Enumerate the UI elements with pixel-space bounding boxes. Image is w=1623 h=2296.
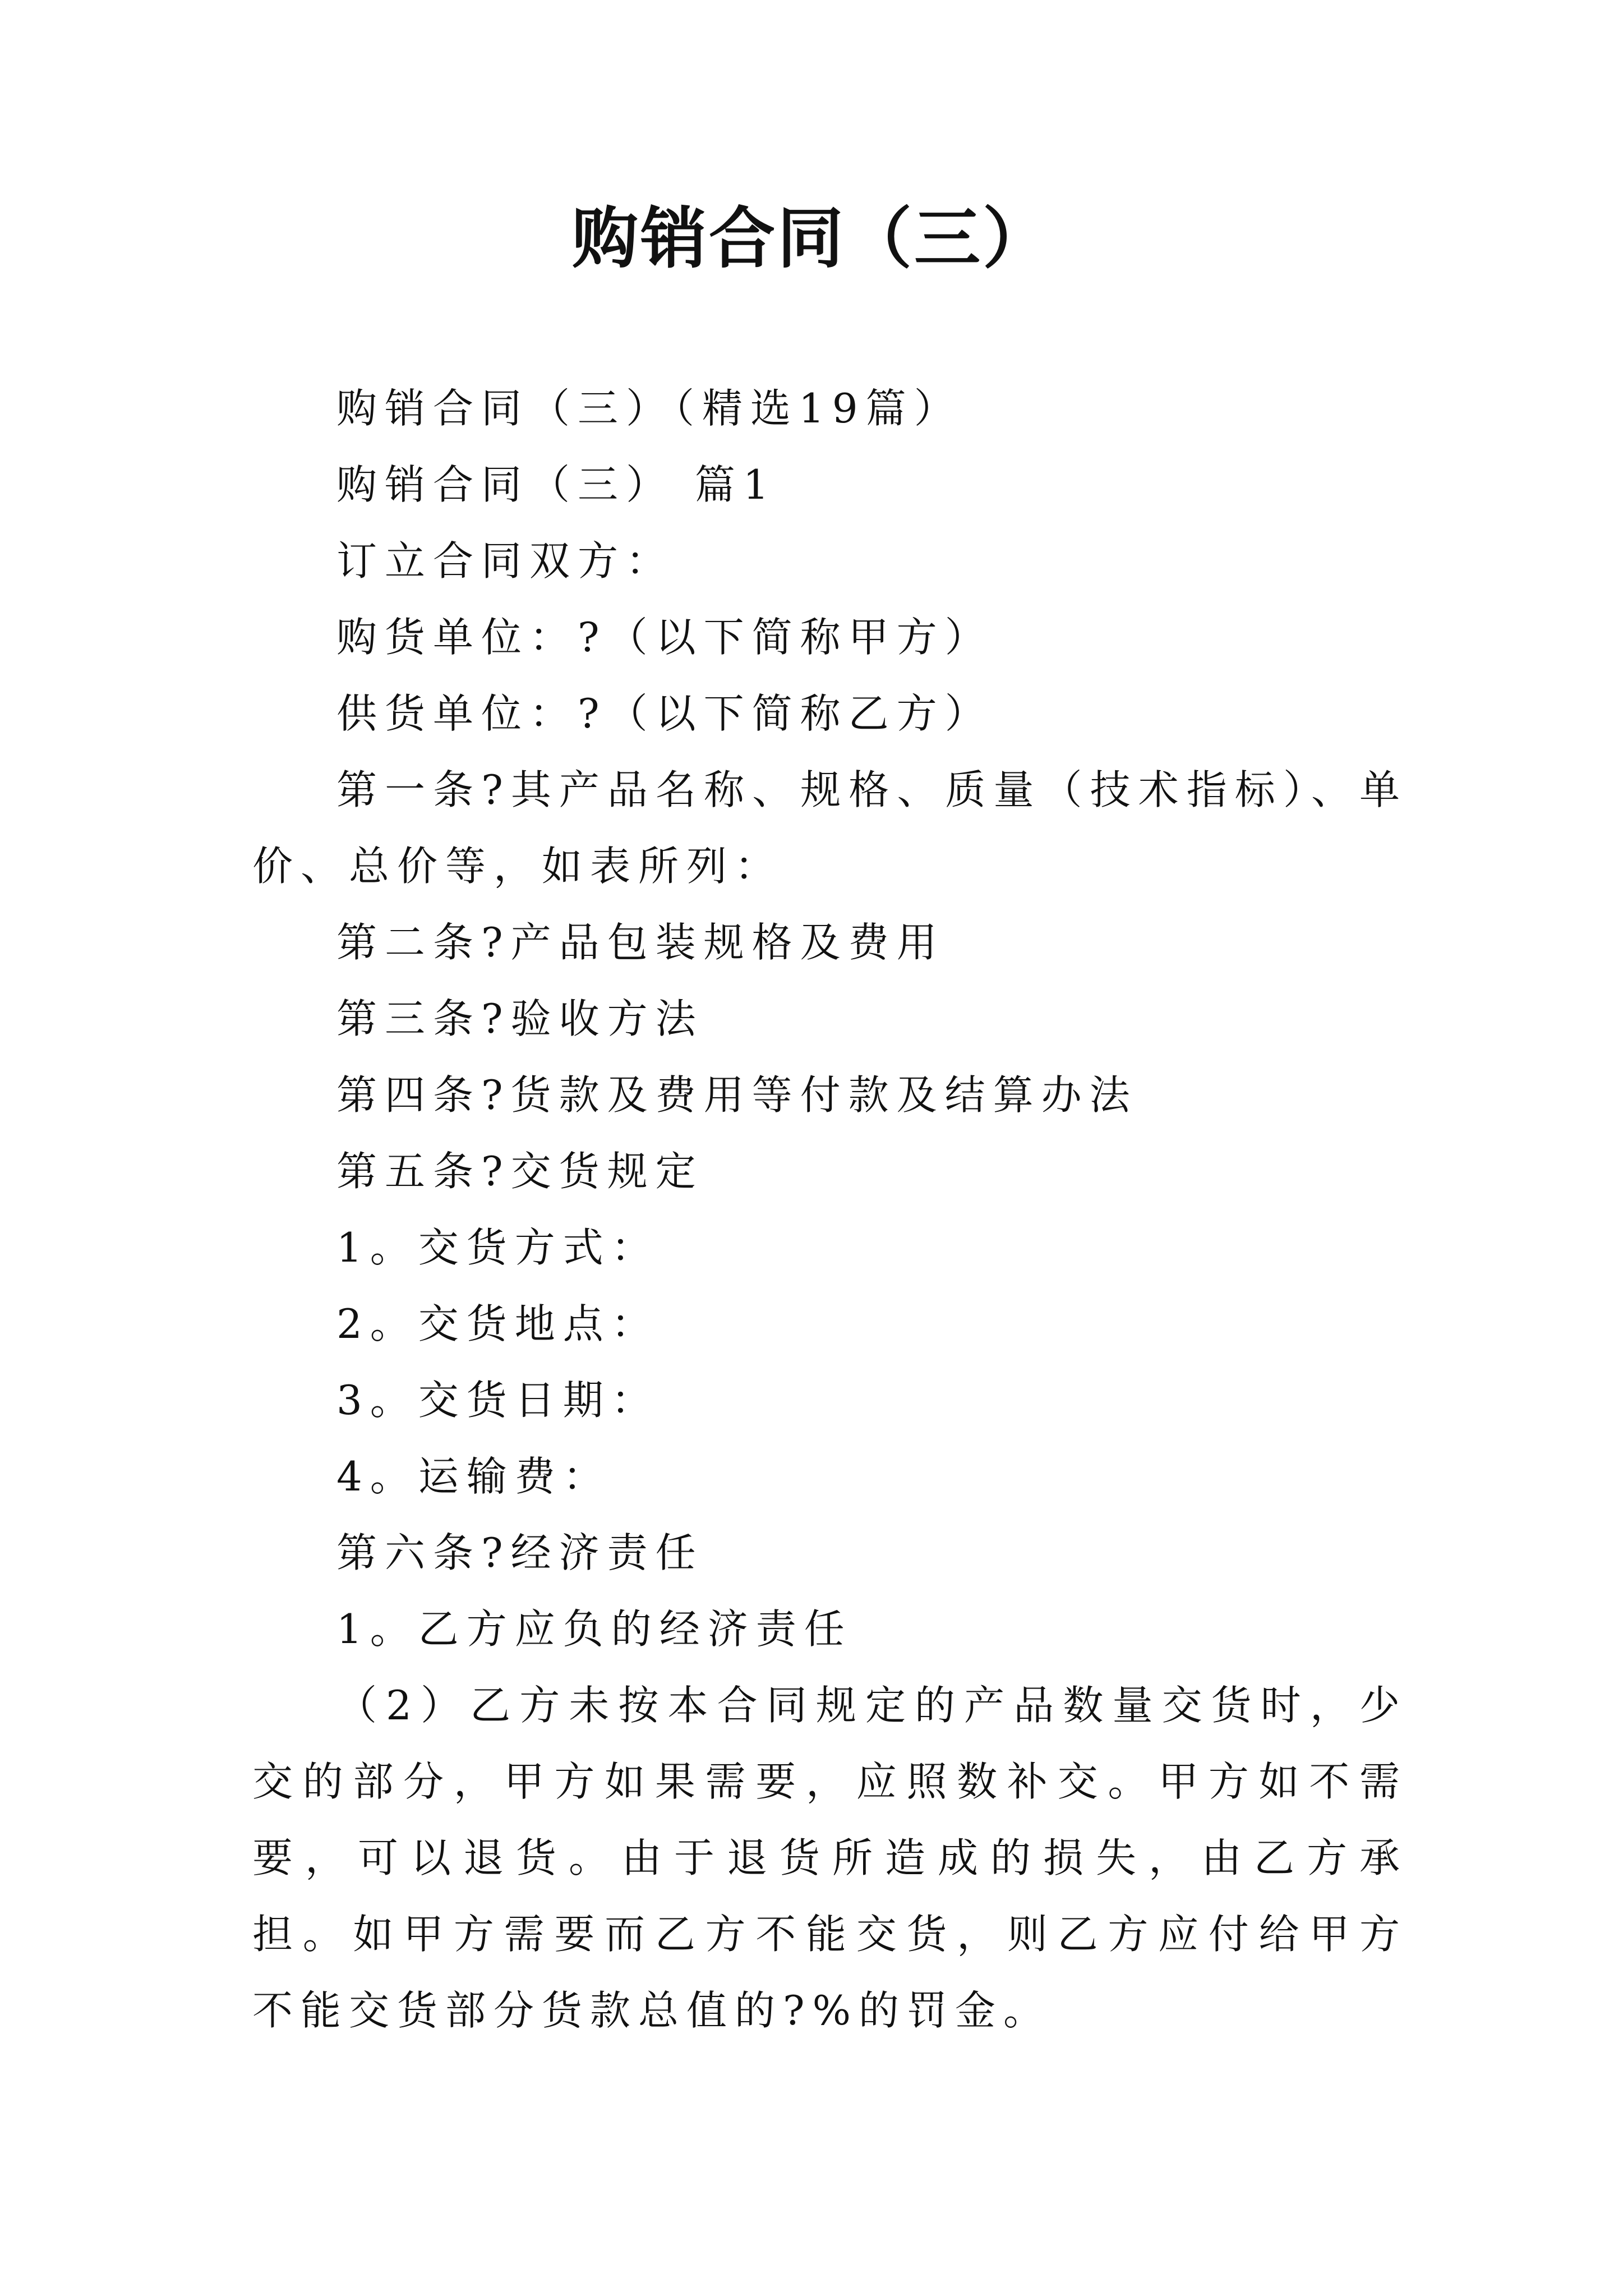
document-title: 购销合同（三） xyxy=(571,200,1051,277)
paragraph-subtitle: 购销合同（三）（精选19篇） xyxy=(336,385,962,432)
paragraph-transport-fee: 4。运输费： xyxy=(336,1453,611,1500)
paragraph-supplier-liability: 1。乙方应负的经济责任 xyxy=(336,1605,852,1653)
paragraph-delivery-method: 1。交货方式： xyxy=(336,1224,660,1271)
paragraph-delivery-place: 2。交货地点： xyxy=(336,1300,660,1347)
paragraph-article-2: 第二条?产品包装规格及费用 xyxy=(336,919,945,966)
paragraph-section-heading: 购销合同（三） 篇1 xyxy=(336,461,777,508)
paragraph-article-3: 第三条?验收方法 xyxy=(336,995,704,1042)
document-body xyxy=(252,370,1408,2049)
paragraph-buyer: 购货单位：?（以下简称甲方） xyxy=(336,614,993,661)
paragraph-supplier: 供货单位：?（以下简称乙方） xyxy=(336,690,993,737)
paragraph-delivery-date: 3。交货日期： xyxy=(336,1377,660,1424)
paragraph-article-5: 第五条?交货规定 xyxy=(336,1148,704,1195)
paragraph-article-1: 第一条?其产品名称、规格、质量（技术指标）、单价、总价等，如表所列： xyxy=(252,766,1408,890)
paragraph-clause-2: （2）乙方未按本合同规定的产品数量交货时，少交的部分，甲方如果需要，应照数补交。甲方如不需要，可以退货。由于退货所造成的损失，由乙方承担。如甲方需要而乙方不能交货，则乙方应付给甲方不能交货部分货款总值的?%的罚金。 xyxy=(252,1682,1408,2034)
paragraph-parties-label: 订立合同双方： xyxy=(336,537,675,585)
paragraph-article-4: 第四条?货款及费用等付款及结算办法 xyxy=(336,1071,1138,1119)
paragraph-article-6: 第六条?经济责任 xyxy=(336,1529,704,1576)
